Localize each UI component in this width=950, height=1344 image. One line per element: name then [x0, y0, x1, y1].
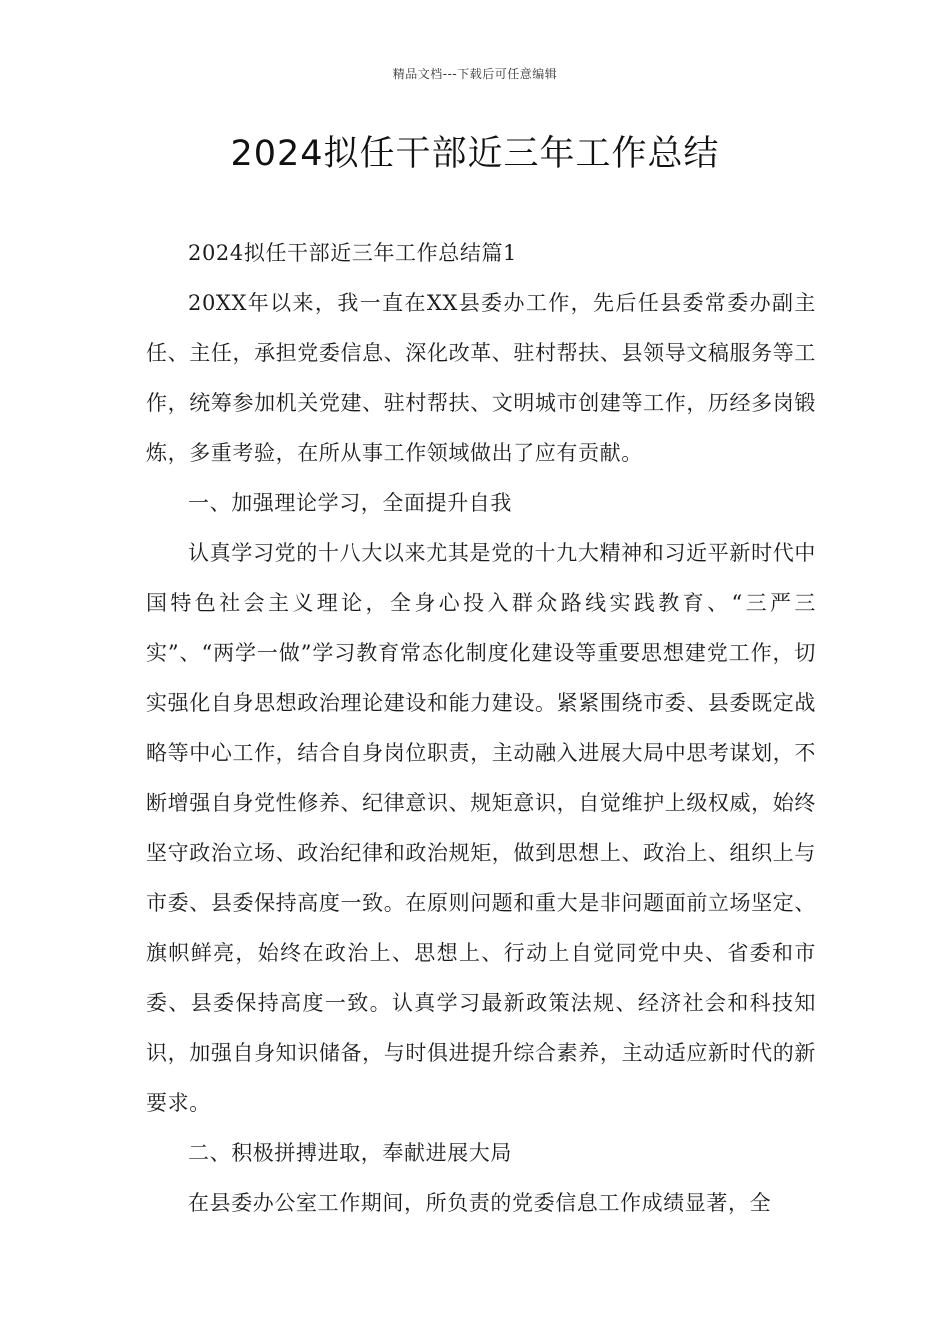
body-paragraph: 20XX年以来，我一直在XX县委办工作，先后任县委常委办副主任、主任，承担党委信息、深化改革、驻村帮扶、县领导文稿服务等工作，统筹参加机关党建、驻村帮扶、文明城市创建等工作，历经多岗锻炼，多重考验，在所从事工作领域做出了应有贡献。: [146, 291, 816, 465]
section-heading: 2024拟任干部近三年工作总结篇1: [188, 241, 518, 265]
section-heading: 一、加强理论学习，全面提升自我: [188, 491, 512, 515]
document-body: [146, 228, 816, 1228]
body-paragraph: 在县委办公室工作期间，所负责的党委信息工作成绩显著，全: [188, 1191, 772, 1215]
body-paragraph: 认真学习党的十八大以来尤其是党的十九大精神和习近平新时代中国特色社会主义理论，全身心投入群众路线实践教育、“三严三实”、“两学一做”学习教育常态化制度化建设等重要思想建党工作，切实强化自身思想政治理论建设和能力建设。紧紧围绕市委、县委既定战略等中心工作，结合自身岗位职责，主动融入进展大局中思考谋划，不断增强自身党性修养、纪律意识、规矩意识，自觉维护上级权威，始终坚守政治立场、政治纪律和政治规矩，做到思想上、政治上、组织上与市委、县委保持高度一致。在原则问题和重大是非问题面前立场坚定、旗帜鲜亮，始终在政治上、思想上、行动上自觉同党中央、省委和市委、县委保持高度一致。认真学习最新政策法规、经济社会和科技知识，加强自身知识储备，与时俱进提升综合素养，主动适应新时代的新要求。: [146, 541, 816, 1115]
section-heading: 二、积极拼搏进取，奉献进展大局: [188, 1141, 512, 1165]
header-note: 精品文档---下载后可任意编辑: [392, 67, 558, 81]
document-title: 2024拟任干部近三年工作总结: [230, 134, 720, 174]
